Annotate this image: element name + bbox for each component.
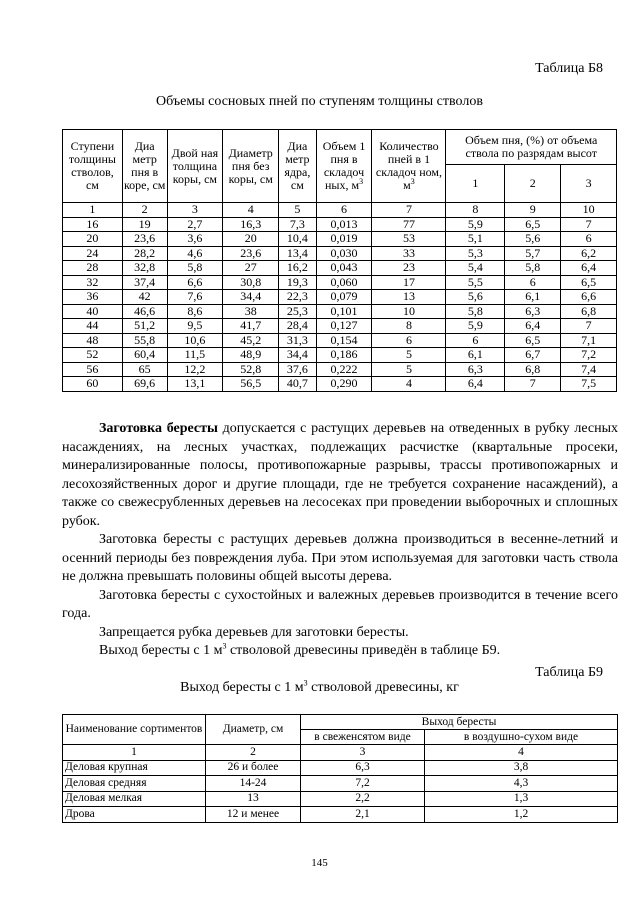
table-cell: 6,5: [505, 333, 561, 348]
table-cell: 22,3: [279, 290, 317, 305]
table-cell: 7: [505, 377, 561, 392]
table-cell: 37,4: [122, 275, 167, 290]
b9-header-sub1: в свеженсятом виде: [301, 730, 425, 745]
table-cell: 4,6: [167, 246, 223, 261]
table-cell: 2,7: [167, 217, 223, 232]
table-cell: 6,8: [561, 304, 617, 319]
table-cell: 10,4: [279, 232, 317, 247]
table-cell: 37,6: [279, 362, 317, 377]
table-cell: 20: [63, 232, 123, 247]
b8-header-col1: Ступени толщины стволов, см: [63, 130, 123, 203]
table-cell: 0,222: [316, 362, 372, 377]
table-cell: 0,013: [316, 217, 372, 232]
b8-header-col3: Двой ная толщина коры, см: [167, 130, 223, 203]
table-cell: 23,6: [223, 246, 279, 261]
table-cell: 6,1: [446, 348, 505, 363]
table-row: [63, 776, 618, 792]
table-row: [63, 217, 617, 232]
table-cell: 5,4: [446, 261, 505, 276]
table-cell: 0,079: [316, 290, 372, 305]
table-cell: 52,8: [223, 362, 279, 377]
table-row: [63, 232, 617, 247]
table-cell: 9: [505, 203, 561, 218]
paragraph-5-a: Выход бересты с 1 м: [99, 643, 223, 658]
b8-header-group: Объем пня, (%) от объема ствола по разрядам высот: [446, 130, 617, 165]
table-cell: 13,4: [279, 246, 317, 261]
table-cell: 48: [63, 333, 123, 348]
table-cell: 6,3: [301, 760, 425, 776]
table-cell: 0,290: [316, 377, 372, 392]
paragraph-1-rest: допускается с растущих деревьев на отведенных в рубку лесных насаждениях, на лесных участках, подлежащих расчистке (квартальные просеки, минерализированные полосы, противопожарные разрывы, трассы противопожарных и лесохозяйственных дорог и другие площади, где не требуется сохранение насаждений), а также со свежесрубленных деревьев на лесосеках при проведении выборочных и сплошных рубок.: [62, 421, 618, 529]
table-cell: 16,3: [223, 217, 279, 232]
table-cell: 5,8: [505, 261, 561, 276]
table-cell: 7,4: [561, 362, 617, 377]
table-b9-label: Таблица Б9: [535, 665, 603, 680]
table-cell: 32,8: [122, 261, 167, 276]
table-cell: 2,2: [301, 791, 425, 807]
table-cell: 9,5: [167, 319, 223, 334]
b9-header-col2: Диаметр, см: [206, 715, 301, 745]
table-cell: 11,5: [167, 348, 223, 363]
b9-body: [63, 745, 618, 823]
table-cell: 56: [63, 362, 123, 377]
table-cell: 6: [561, 232, 617, 247]
table-cell: 6: [372, 333, 446, 348]
paragraph-5: [62, 642, 618, 661]
table-b9-title: [0, 680, 639, 696]
b8-header-sub2: 2: [505, 165, 561, 203]
table-cell: 4: [372, 377, 446, 392]
table-cell: 6,5: [561, 275, 617, 290]
table-row: [63, 275, 617, 290]
table-cell: 6: [316, 203, 372, 218]
b8-header-sub1: 1: [446, 165, 505, 203]
table-cell: 6,4: [561, 261, 617, 276]
table-cell: 0,043: [316, 261, 372, 276]
table-cell: 6,8: [505, 362, 561, 377]
table-cell: 4: [223, 203, 279, 218]
table-cell: 5,9: [446, 217, 505, 232]
table-cell: 5: [372, 348, 446, 363]
table-cell: 24: [63, 246, 123, 261]
table-cell: 7,2: [301, 776, 425, 792]
table-cell: 13: [372, 290, 446, 305]
table-cell: 10: [561, 203, 617, 218]
b8-header-sub3: 3: [561, 165, 617, 203]
table-cell: 40: [63, 304, 123, 319]
table-cell: 5,9: [446, 319, 505, 334]
table-cell: 1,3: [425, 791, 618, 807]
table-b8-label: Таблица Б8: [535, 61, 603, 76]
table-row: [63, 304, 617, 319]
table-cell: 0,019: [316, 232, 372, 247]
table-cell: 30,8: [223, 275, 279, 290]
table-row: [63, 261, 617, 276]
table-cell: 51,2: [122, 319, 167, 334]
table-cell: 6: [505, 275, 561, 290]
table-cell: 65: [122, 362, 167, 377]
table-row: [63, 333, 617, 348]
table-cell: 8: [446, 203, 505, 218]
table-cell: 0,127: [316, 319, 372, 334]
table-cell: 5,7: [505, 246, 561, 261]
table-b9-title-a: Выход бересты с 1 м: [180, 680, 304, 695]
table-cell: 46,6: [122, 304, 167, 319]
table-cell: 77: [372, 217, 446, 232]
table-cell: 6: [446, 333, 505, 348]
table-cell: 7,3: [279, 217, 317, 232]
table-cell: 5: [279, 203, 317, 218]
table-cell: 1: [63, 745, 206, 761]
table-cell: 52: [63, 348, 123, 363]
table-row: [63, 362, 617, 377]
table-b9-title-sup: 3: [303, 678, 308, 688]
b8-body: [63, 203, 617, 392]
table-cell: 3: [301, 745, 425, 761]
table-cell: 10,6: [167, 333, 223, 348]
paragraph-5-b: стволовой древесины приведён в таблице Б9.: [226, 643, 501, 658]
table-cell: 0,101: [316, 304, 372, 319]
numbering-row: [63, 745, 618, 761]
table-b9-title-b: стволовой древесины, кг: [307, 680, 459, 695]
table-cell: 13: [206, 791, 301, 807]
b8-header-col7-sup: 3: [410, 177, 415, 186]
table-cell: 69,6: [122, 377, 167, 392]
table-cell: 28: [63, 261, 123, 276]
table-cell: 6,6: [167, 275, 223, 290]
table-cell: 19: [122, 217, 167, 232]
table-cell: 12 и менее: [206, 807, 301, 823]
body-text: [62, 420, 618, 661]
b9-header-col1: Наименование сортиментов: [63, 715, 206, 745]
table-row: [63, 290, 617, 305]
table-cell: 1: [63, 203, 123, 218]
table-cell: 0,154: [316, 333, 372, 348]
table-cell: 5,6: [505, 232, 561, 247]
table-cell: 1,2: [425, 807, 618, 823]
table-cell: 36: [63, 290, 123, 305]
paragraph-2: Заготовка бересты с растущих деревьев должна производиться в весенне-летний и осенний периоды без повреждения луба. При этом используемая для заготовки часть ствола не должна превышать половины общей высоты дерева.: [62, 532, 618, 584]
table-cell: Деловая крупная: [63, 760, 206, 776]
b9-header-group: Выход бересты: [301, 715, 618, 730]
paragraph-5-sup: 3: [222, 641, 227, 651]
table-cell: 27: [223, 261, 279, 276]
table-cell: 23: [372, 261, 446, 276]
table-cell: 6,6: [561, 290, 617, 305]
table-cell: 55,8: [122, 333, 167, 348]
b8-header-col6-sup: 3: [359, 177, 364, 186]
table-cell: Деловая мелкая: [63, 791, 206, 807]
b8-header-col2: Диа метр пня в коре, см: [122, 130, 167, 203]
table-row: [63, 348, 617, 363]
paragraph-1: [62, 420, 618, 531]
table-cell: 3,6: [167, 232, 223, 247]
table-cell: 41,7: [223, 319, 279, 334]
table-cell: 13,1: [167, 377, 223, 392]
table-cell: 0,060: [316, 275, 372, 290]
table-cell: 7,2: [561, 348, 617, 363]
table-cell: 5: [372, 362, 446, 377]
table-cell: 8,6: [167, 304, 223, 319]
table-cell: 25,3: [279, 304, 317, 319]
table-cell: 38: [223, 304, 279, 319]
table-cell: 0,186: [316, 348, 372, 363]
table-cell: 4: [425, 745, 618, 761]
table-cell: 34,4: [279, 348, 317, 363]
table-cell: 5,6: [446, 290, 505, 305]
table-cell: 42: [122, 290, 167, 305]
table-cell: 2,1: [301, 807, 425, 823]
table-cell: 31,3: [279, 333, 317, 348]
table-cell: 5,3: [446, 246, 505, 261]
table-cell: 44: [63, 319, 123, 334]
table-cell: 14-24: [206, 776, 301, 792]
table-cell: 2: [206, 745, 301, 761]
table-cell: 7,6: [167, 290, 223, 305]
table-row: [63, 377, 617, 392]
table-cell: 60,4: [122, 348, 167, 363]
table-cell: 8: [372, 319, 446, 334]
paragraph-4: Запрещается рубка деревьев для заготовки бересты.: [99, 624, 409, 640]
table-cell: Деловая средняя: [63, 776, 206, 792]
table-cell: 5,8: [167, 261, 223, 276]
table-cell: 3,8: [425, 760, 618, 776]
paragraph-3: Заготовка бересты с сухостойных и валежных деревьев производится в течение всего года.: [62, 587, 618, 621]
table-cell: 48,9: [223, 348, 279, 363]
table-cell: Дрова: [63, 807, 206, 823]
table-cell: 7,5: [561, 377, 617, 392]
table-row: [63, 791, 618, 807]
b9-header-sub2: в воздушно-сухом виде: [425, 730, 618, 745]
numbering-row: [63, 203, 617, 218]
table-cell: 7,1: [561, 333, 617, 348]
table-cell: 5,1: [446, 232, 505, 247]
table-b8-title: Объемы сосновых пней по ступеням толщины стволов: [156, 94, 483, 109]
table-cell: 5,5: [446, 275, 505, 290]
page-number: 145: [311, 857, 328, 869]
table-cell: 17: [372, 275, 446, 290]
b8-header-col6-text: Объем 1 пня в складоч ных, м: [322, 139, 366, 192]
table-cell: 3: [167, 203, 223, 218]
table-cell: 6,4: [446, 377, 505, 392]
table-cell: 32: [63, 275, 123, 290]
table-cell: 56,5: [223, 377, 279, 392]
table-cell: 6,5: [505, 217, 561, 232]
table-cell: 26 и более: [206, 760, 301, 776]
table-cell: 33: [372, 246, 446, 261]
table-cell: 23,6: [122, 232, 167, 247]
table-cell: 6,2: [561, 246, 617, 261]
table-cell: 0,030: [316, 246, 372, 261]
table-cell: 20: [223, 232, 279, 247]
table-row: [63, 319, 617, 334]
table-cell: 16,2: [279, 261, 317, 276]
table-cell: 5,8: [446, 304, 505, 319]
b8-header-col5: Диа метр ядра, см: [279, 130, 317, 203]
table-cell: 10: [372, 304, 446, 319]
b8-header-col7-text: Количество пней в 1 складоч ном, м: [375, 139, 442, 192]
table-cell: 40,7: [279, 377, 317, 392]
table-cell: 16: [63, 217, 123, 232]
table-row: [63, 246, 617, 261]
table-cell: 60: [63, 377, 123, 392]
table-cell: 4,3: [425, 776, 618, 792]
table-row: [63, 807, 618, 823]
b8-header-col7: [372, 130, 446, 203]
paragraph-1-bold: Заготовка бересты: [99, 421, 218, 436]
table-cell: 6,1: [505, 290, 561, 305]
table-cell: 6,4: [505, 319, 561, 334]
table-b8: [62, 129, 617, 392]
table-cell: 7: [561, 217, 617, 232]
table-cell: 6,3: [446, 362, 505, 377]
b8-header-col6: [316, 130, 372, 203]
table-cell: 7: [372, 203, 446, 218]
table-cell: 45,2: [223, 333, 279, 348]
table-cell: 28,2: [122, 246, 167, 261]
b8-header-col4: Диаметр пня без коры, см: [223, 130, 279, 203]
table-row: [63, 760, 618, 776]
table-cell: 19,3: [279, 275, 317, 290]
table-cell: 2: [122, 203, 167, 218]
table-cell: 6,3: [505, 304, 561, 319]
table-cell: 28,4: [279, 319, 317, 334]
table-b9: [62, 714, 618, 823]
table-cell: 7: [561, 319, 617, 334]
table-cell: 34,4: [223, 290, 279, 305]
table-cell: 6,7: [505, 348, 561, 363]
table-cell: 12,2: [167, 362, 223, 377]
table-cell: 53: [372, 232, 446, 247]
